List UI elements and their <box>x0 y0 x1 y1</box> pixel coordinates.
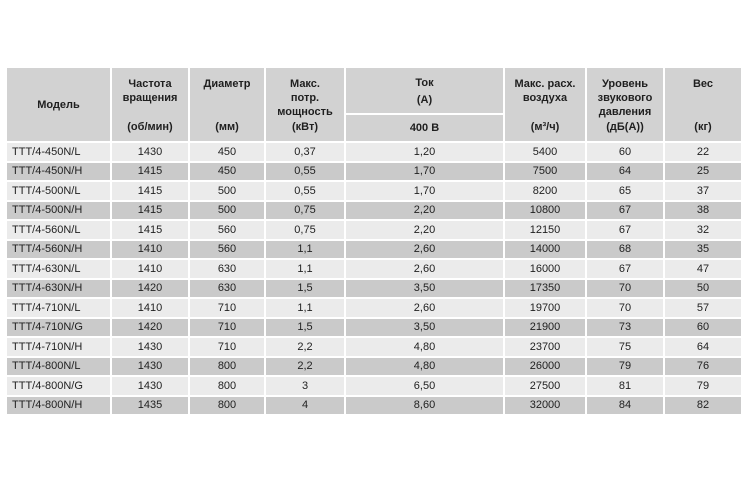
value-cell: 81 <box>587 377 663 395</box>
model-cell: TTT/4-800N/G <box>7 377 110 395</box>
value-cell: 710 <box>190 338 264 356</box>
value-cell: 75 <box>587 338 663 356</box>
value-cell: 1415 <box>112 182 188 200</box>
value-cell: 35 <box>665 241 741 259</box>
value-cell: 16000 <box>505 260 585 278</box>
model-cell: TTT/4-630N/H <box>7 280 110 298</box>
value-cell: 1430 <box>112 338 188 356</box>
value-cell: 1410 <box>112 260 188 278</box>
value-cell: 2,20 <box>346 202 503 220</box>
value-cell: 12150 <box>505 221 585 239</box>
value-cell: 1,1 <box>266 260 344 278</box>
header-sound-pressure <box>587 68 663 141</box>
value-cell: 4,80 <box>346 358 503 376</box>
spec-table-container <box>5 66 743 416</box>
model-cell: TTT/4-450N/H <box>7 163 110 181</box>
value-cell: 84 <box>587 397 663 415</box>
value-cell: 32000 <box>505 397 585 415</box>
value-cell: 70 <box>587 299 663 317</box>
header-rotation-speed <box>112 68 188 141</box>
table-row <box>7 377 741 395</box>
value-cell: 1,20 <box>346 143 503 161</box>
value-cell: 1420 <box>112 280 188 298</box>
value-cell: 1435 <box>112 397 188 415</box>
value-cell: 26000 <box>505 358 585 376</box>
value-cell: 1430 <box>112 358 188 376</box>
value-cell: 630 <box>190 260 264 278</box>
header-model <box>7 68 110 141</box>
value-cell: 1,1 <box>266 299 344 317</box>
table-body <box>7 143 741 414</box>
value-cell: 79 <box>587 358 663 376</box>
value-cell: 0,55 <box>266 163 344 181</box>
value-cell: 60 <box>587 143 663 161</box>
value-cell: 710 <box>190 319 264 337</box>
header-sound-pressure-unit: (дБ(А)) <box>606 121 644 133</box>
value-cell: 68 <box>587 241 663 259</box>
model-cell: TTT/4-710N/H <box>7 338 110 356</box>
header-max-power-label: Макс. потр. мощность <box>277 78 333 118</box>
table-row <box>7 358 741 376</box>
table-row <box>7 280 741 298</box>
table-row <box>7 202 741 220</box>
model-cell: TTT/4-630N/L <box>7 260 110 278</box>
header-max-airflow-unit: (м³/ч) <box>530 121 560 133</box>
header-diameter-unit: (мм) <box>215 121 239 133</box>
header-diameter <box>190 68 264 141</box>
value-cell: 4 <box>266 397 344 415</box>
model-cell: TTT/4-560N/H <box>7 241 110 259</box>
value-cell: 79 <box>665 377 741 395</box>
value-cell: 1420 <box>112 319 188 337</box>
header-max-airflow <box>505 68 585 141</box>
value-cell: 560 <box>190 241 264 259</box>
header-max-power <box>266 68 344 141</box>
value-cell: 630 <box>190 280 264 298</box>
value-cell: 1415 <box>112 163 188 181</box>
header-max-power-unit: (кВт) <box>291 121 319 133</box>
value-cell: 3,50 <box>346 280 503 298</box>
header-sound-pressure-label: Уровень звукового давления <box>597 78 653 118</box>
value-cell: 1,1 <box>266 241 344 259</box>
header-current-unit: (А) <box>416 94 433 106</box>
value-cell: 67 <box>587 202 663 220</box>
value-cell: 2,60 <box>346 241 503 259</box>
value-cell: 64 <box>587 163 663 181</box>
value-cell: 2,2 <box>266 338 344 356</box>
value-cell: 47 <box>665 260 741 278</box>
value-cell: 67 <box>587 260 663 278</box>
value-cell: 57 <box>665 299 741 317</box>
model-cell: TTT/4-450N/L <box>7 143 110 161</box>
value-cell: 2,60 <box>346 299 503 317</box>
value-cell: 450 <box>190 143 264 161</box>
value-cell: 7500 <box>505 163 585 181</box>
table-row <box>7 338 741 356</box>
header-rotation-speed-label: Частота вращения <box>122 78 178 104</box>
model-cell: TTT/4-710N/G <box>7 319 110 337</box>
value-cell: 500 <box>190 182 264 200</box>
table-row <box>7 182 741 200</box>
value-cell: 1,70 <box>346 182 503 200</box>
header-weight-label: Вес <box>692 78 714 90</box>
value-cell: 5400 <box>505 143 585 161</box>
model-cell: TTT/4-800N/H <box>7 397 110 415</box>
value-cell: 1410 <box>112 241 188 259</box>
value-cell: 560 <box>190 221 264 239</box>
value-cell: 800 <box>190 397 264 415</box>
header-diameter-label: Диаметр <box>203 78 251 90</box>
model-cell: TTT/4-710N/L <box>7 299 110 317</box>
value-cell: 6,50 <box>346 377 503 395</box>
value-cell: 10800 <box>505 202 585 220</box>
value-cell: 2,60 <box>346 260 503 278</box>
table-row <box>7 143 741 161</box>
value-cell: 0,75 <box>266 221 344 239</box>
value-cell: 1430 <box>112 377 188 395</box>
value-cell: 0,55 <box>266 182 344 200</box>
header-max-airflow-label: Макс. расх. воздуха <box>514 78 576 104</box>
model-cell: TTT/4-560N/L <box>7 221 110 239</box>
value-cell: 17350 <box>505 280 585 298</box>
table-row <box>7 221 741 239</box>
table-row <box>7 397 741 415</box>
value-cell: 27500 <box>505 377 585 395</box>
value-cell: 22 <box>665 143 741 161</box>
value-cell: 37 <box>665 182 741 200</box>
value-cell: 14000 <box>505 241 585 259</box>
value-cell: 82 <box>665 397 741 415</box>
value-cell: 38 <box>665 202 741 220</box>
value-cell: 73 <box>587 319 663 337</box>
table-row <box>7 260 741 278</box>
value-cell: 8200 <box>505 182 585 200</box>
value-cell: 4,80 <box>346 338 503 356</box>
header-row-main <box>7 68 741 113</box>
model-cell: TTT/4-500N/L <box>7 182 110 200</box>
value-cell: 8,60 <box>346 397 503 415</box>
value-cell: 800 <box>190 377 264 395</box>
value-cell: 2,2 <box>266 358 344 376</box>
value-cell: 1,5 <box>266 319 344 337</box>
table-row <box>7 299 741 317</box>
value-cell: 23700 <box>505 338 585 356</box>
header-rotation-speed-unit: (об/мин) <box>127 121 173 133</box>
value-cell: 1,5 <box>266 280 344 298</box>
value-cell: 3,50 <box>346 319 503 337</box>
header-weight-unit: (кг) <box>694 121 712 133</box>
value-cell: 32 <box>665 221 741 239</box>
value-cell: 50 <box>665 280 741 298</box>
value-cell: 1415 <box>112 202 188 220</box>
value-cell: 1410 <box>112 299 188 317</box>
value-cell: 25 <box>665 163 741 181</box>
value-cell: 1430 <box>112 143 188 161</box>
value-cell: 1415 <box>112 221 188 239</box>
fan-spec-table <box>5 66 743 416</box>
header-model-label: Модель <box>37 98 80 111</box>
model-cell: TTT/4-800N/L <box>7 358 110 376</box>
value-cell: 500 <box>190 202 264 220</box>
value-cell: 21900 <box>505 319 585 337</box>
value-cell: 2,20 <box>346 221 503 239</box>
value-cell: 70 <box>587 280 663 298</box>
header-voltage-400v: 400 В <box>346 115 503 141</box>
model-cell: TTT/4-500N/H <box>7 202 110 220</box>
table-row <box>7 163 741 181</box>
value-cell: 0,75 <box>266 202 344 220</box>
header-current <box>346 68 503 113</box>
value-cell: 19700 <box>505 299 585 317</box>
value-cell: 3 <box>266 377 344 395</box>
value-cell: 64 <box>665 338 741 356</box>
value-cell: 1,70 <box>346 163 503 181</box>
value-cell: 450 <box>190 163 264 181</box>
value-cell: 76 <box>665 358 741 376</box>
header-current-label: Ток <box>415 77 434 89</box>
table-row <box>7 319 741 337</box>
value-cell: 65 <box>587 182 663 200</box>
value-cell: 800 <box>190 358 264 376</box>
table-row <box>7 241 741 259</box>
value-cell: 0,37 <box>266 143 344 161</box>
table-header <box>7 68 741 141</box>
header-weight <box>665 68 741 141</box>
value-cell: 60 <box>665 319 741 337</box>
value-cell: 710 <box>190 299 264 317</box>
value-cell: 67 <box>587 221 663 239</box>
